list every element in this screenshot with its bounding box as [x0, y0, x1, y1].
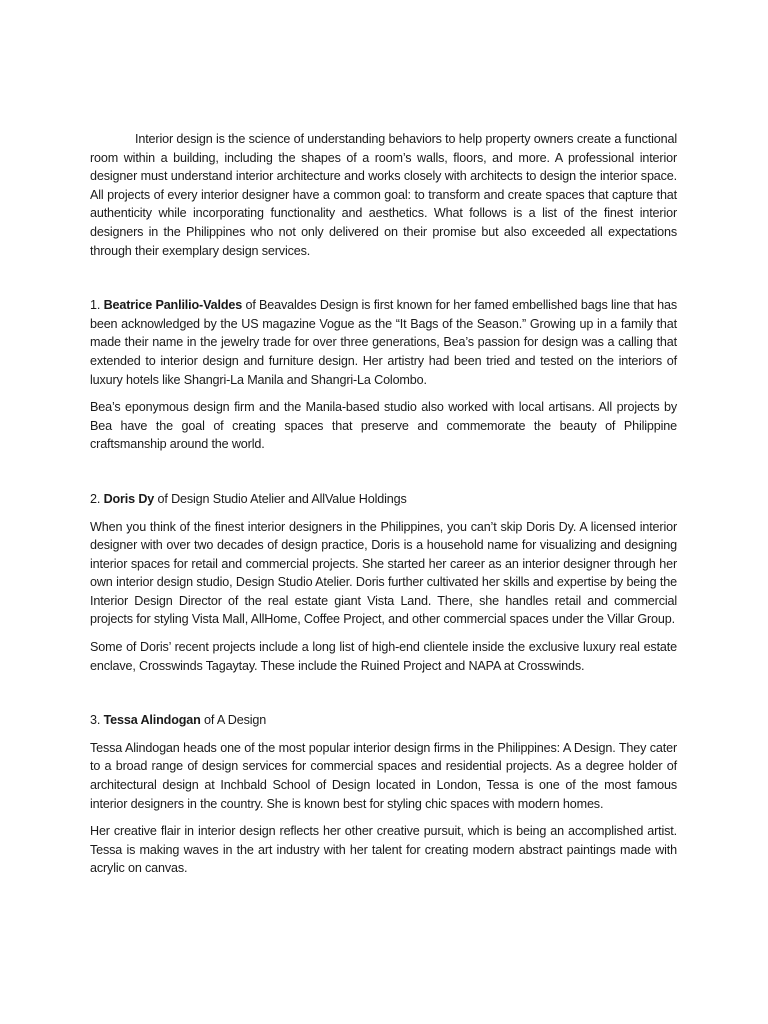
- designer-3-heading: [90, 711, 677, 730]
- designer-2-number: 2.: [90, 491, 101, 506]
- intro-paragraph: Interior design is the science of understanding behaviors to help property owners create a functional room within a building, including the shapes of a room’s walls, floors, and more. A professional interior designer must understand interior architecture and works closely with architects to design the interior space. All projects of every interior designer have a common goal: to transform and create spaces that capture that authenticity while incorporating functionality and aesthetics. What follows is a list of the finest interior designers in the Philippines who not only delivered on their promise but also exceeded all expectations through their exemplary design services.: [90, 132, 677, 258]
- designer-2-paragraph-2: Some of Doris’ recent projects include a long list of high-end clientele inside the exclusive luxury real estate enclave, Crosswinds Tagaytay. These include the Ruined Project and NAPA at Crosswinds.: [90, 640, 677, 673]
- designer-3-paragraph-2: Her creative flair in interior design reflects her other creative pursuit, which is being an accomplished artist. Tessa is making waves in the art industry with her talent for creating modern abstract paintings made with acrylic on canvas.: [90, 824, 677, 876]
- designer-1-paragraph-1: [90, 296, 677, 389]
- designer-3-paragraph-1: Tessa Alindogan heads one of the most popular interior design firms in the Philippines: A Design. They cater to a broad range of design services for commercial spaces and residential projects. As a degree holder of architectural design at Inchbald School of Design located in London, Tessa is one of the most famous interior designers in the country. She is known best for styling chic spaces with modern homes.: [90, 740, 677, 811]
- designer-2-heading-rest: of Design Studio Atelier and AllValue Holdings: [157, 491, 407, 506]
- designer-2-heading: [90, 490, 677, 509]
- designer-1-heading-rest: of Beavaldes Design is first known for her famed embellished bags line that has been acknowledged by the US magazine Vogue as the “It Bags of the Season.” Growing up in a family that made their name in the jewelry trade for over three generations, Bea’s passion for design was a calling that extended to interior design and furniture design. Her artistry had been tried and tested on the interiors of luxury hotels like Shangri-La Manila and Shangri-La Colombo.: [90, 298, 677, 387]
- designer-1-paragraph-2: Bea’s eponymous design firm and the Manila-based studio also worked with local artisans. All projects by Bea have the goal of creating spaces that preserve and commemorate the beauty of Philippine craftsmanship around the world.: [90, 400, 677, 452]
- document-page: [90, 130, 677, 878]
- designer-1-name: Beatrice Panlilio-Valdes: [103, 298, 243, 313]
- designer-3-heading-rest: of A Design: [204, 713, 267, 728]
- designer-2-paragraph-1: When you think of the finest interior designers in the Philippines, you can’t skip Doris Dy. A licensed interior designer with over two decades of design practice, Doris is a household name for visualizing and designing interior spaces for retail and commercial projects. She started her career as an interior designer through her own interior design studio, Design Studio Atelier. Doris further cultivated her skills and expertise by being the Interior Design Director of the real estate giant Vista Land. There, she handles retail and commercial projects for styling Vista Mall, AllHome, Coffee Project, and other commercial spaces under the Villar Group.: [90, 519, 677, 627]
- designer-3-name: Tessa Alindogan: [103, 713, 201, 728]
- designer-1-number: 1.: [90, 298, 101, 313]
- designer-3-number: 3.: [90, 713, 101, 728]
- designer-2-name: Doris Dy: [103, 491, 155, 506]
